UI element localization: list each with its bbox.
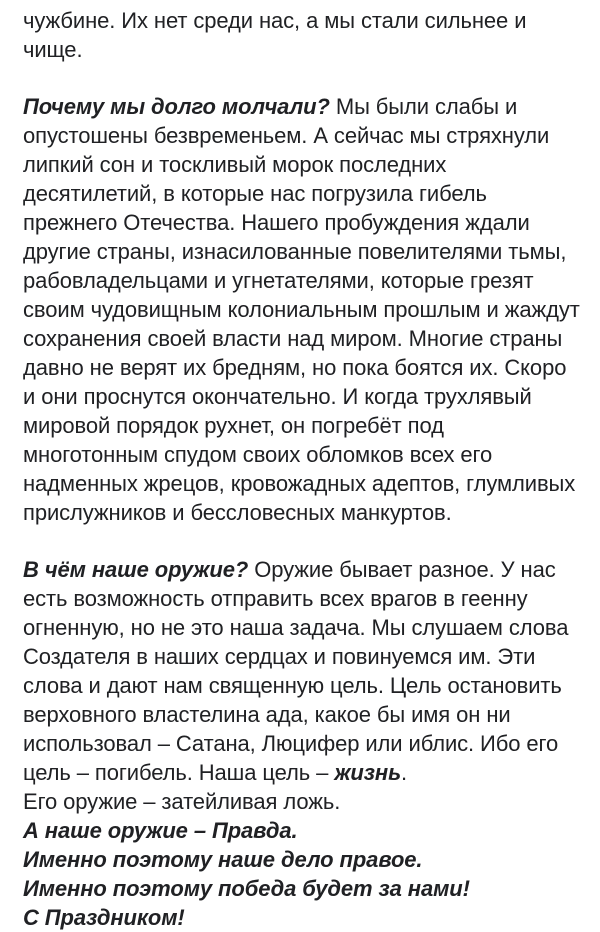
- text-run-bold-italic: Почему мы долго молчали?: [23, 94, 330, 119]
- text-run-bold-italic: А наше оружие – Правда.: [23, 818, 298, 843]
- text-run-regular: Его оружие – затейливая ложь.: [23, 789, 341, 814]
- text-run-regular: Оружие бывает разное. У нас есть возможность отправить всех врагов в геенну огненную, но не это наша задача. Мы слушаем слова Создателя в наших сердцах и повинуемся им. Эти слова и дают нам священную цель. Цель остановить верховного властелина ада, какое бы имя он ни использовал – Сатана, Люцифер или иблис. Ибо его цель – погибель. Наша цель –: [23, 557, 569, 785]
- paragraph-our-weapon: [23, 555, 580, 932]
- text-run-bold-italic: Именно поэтому победа будет за нами!: [23, 876, 470, 901]
- text-run-regular: чужбине. Их нет среди нас, а мы стали сильнее и чище.: [23, 8, 527, 62]
- text-run-bold-italic: В чём наше оружие?: [23, 557, 249, 582]
- text-run-regular: .: [401, 760, 408, 785]
- text-run-bold-italic: С Праздником!: [23, 905, 185, 930]
- text-run-bold-italic: жизнь: [334, 760, 402, 785]
- paragraph-intro-fragment: [23, 6, 580, 64]
- text-run-regular: Мы были слабы и опустошены безвременьем. А сейчас мы стряхнули липкий сон и тоскливый морок последних десятилетий, в которые нас погрузила гибель прежнего Отечества. Нашего пробуждения ждали другие страны, изнасилованные повелителями тьмы, рабовладельцами и угнетателями, которые грезят своим чудовищным колониальным прошлым и жаждут сохранения своей власти над миром. Многие страны давно не верят их бредням, но пока боятся их. Скоро и они проснутся окончательно. И когда трухлявый мировой порядок рухнет, он погребёт под многотонным спудом своих обломков всех его надменных жрецов, кровожадных адептов, глумливых прислужников и бессловесных манкуртов.: [23, 94, 580, 525]
- paragraph-why-we-were-silent: [23, 92, 580, 527]
- text-run-bold-italic: Именно поэтому наше дело правое.: [23, 847, 423, 872]
